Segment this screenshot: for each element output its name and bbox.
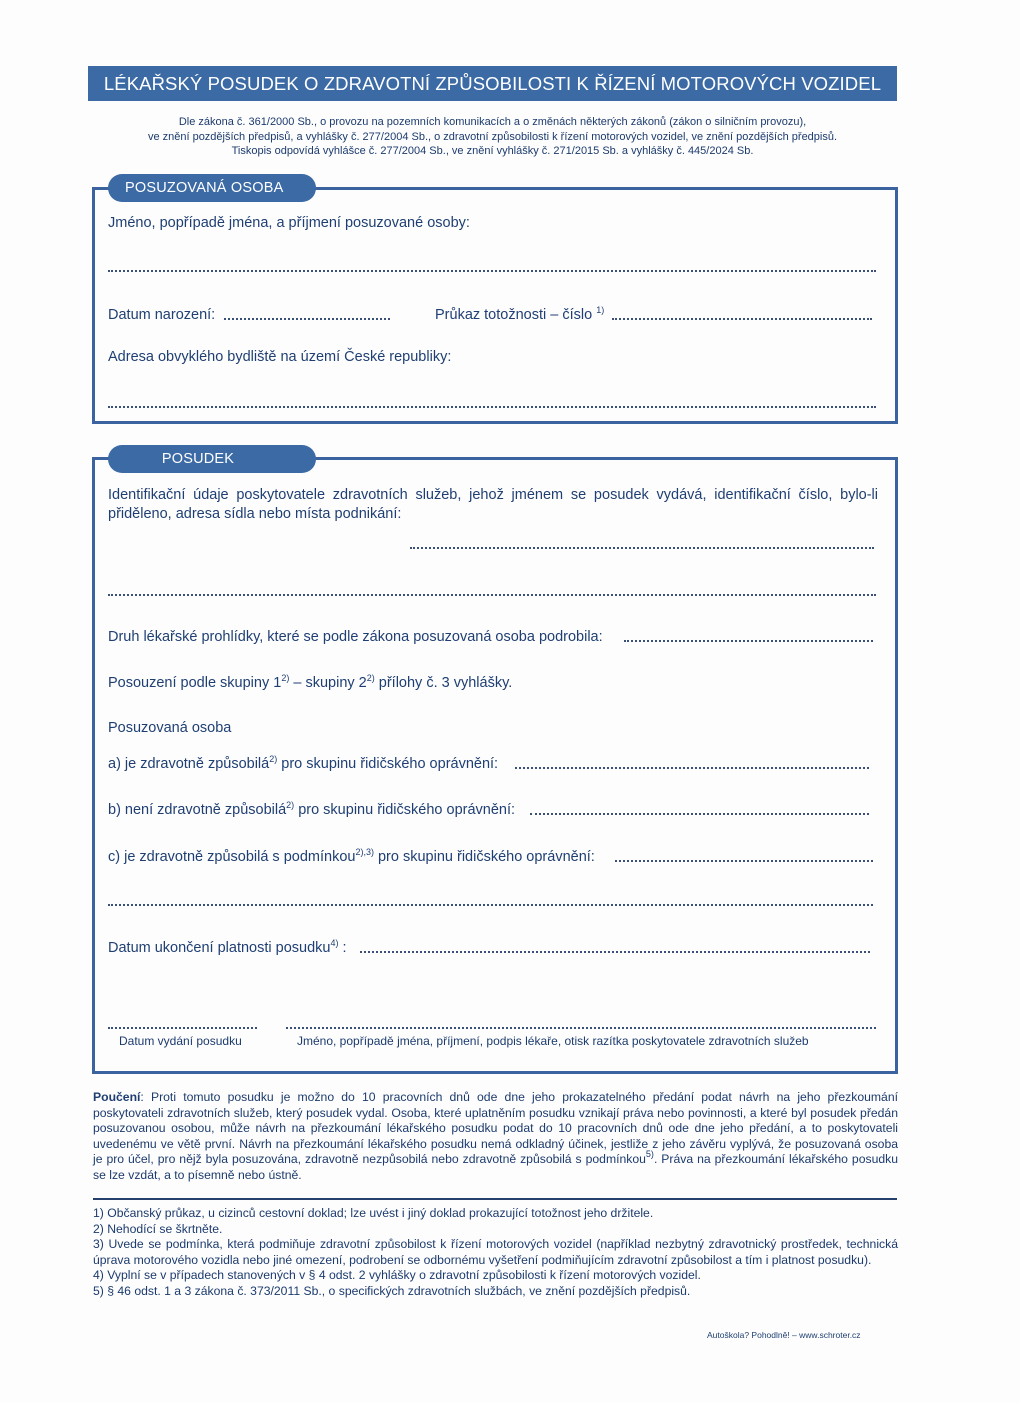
notice-text: . Práva na přezkoumání lékařského posudku se lze vzdát, a to písemně nebo ústně. [93,1152,899,1182]
birth-date-label: Datum narození: [108,307,216,323]
form-title: LÉKAŘSKÝ POSUDEK O ZDRAVOTNÍ ZPŮSOBILOSTI K ŘÍZENÍ MOTOROVÝCH VOZIDEL [88,66,897,101]
option-b-field[interactable] [530,813,869,815]
footnote-item: 3) Uvede se podmínka, která podmiňuje zdravotní způsobilost k řízení motorových vozidel (například nezbytný zdravotnický prostředek, technická úprava motorového vozidla nebo jiné omezení, podrobení se odbornému vyšetření podmiňujícím zdravotní způsobilost a tím i platnost posudku). [93,1237,898,1267]
validity-text: : [338,940,347,956]
intro-line: ve znění pozdějších předpisů, a vyhlášky č. 277/2004 Sb., o zdravotní způsobilosti k řízení motorových vozidel, ve znění pozdějších předpisů. [147,130,838,143]
option-c-label [108,849,595,865]
provider-field-line-2[interactable] [108,594,876,596]
person-section-heading: POSUZOVANÁ OSOBA [108,174,316,202]
group-text: přílohy č. 3 vyhlášky. [374,675,513,691]
intro-line: Tiskopis odpovídá vyhlášce č. 277/2004 Sb., ve znění vyhlášky č. 271/2015 Sb. a vyhlášky č. 445/2024 Sb. [231,145,754,157]
notice-label: Poučení [93,1090,141,1104]
footnote-item: 5) § 46 odst. 1 a 3 zákona č. 373/2011 Sb., o specifických zdravotních službách, ve znění pozdějších předpisů. [93,1283,691,1298]
option-text: pro skupinu řidičského oprávnění: [294,802,516,818]
option-text: a) je zdravotně způsobilá [108,756,270,772]
provider-label: Identifikační údaje poskytovatele zdravotních služeb, jehož jménem se posudek vydává, identifikační číslo, bylo-li přiděleno, adresa sídla nebo místa podnikání: [108,487,878,522]
group-text: Posouzení podle skupiny 1 [108,675,282,691]
assessment-section-heading: POSUDEK [108,445,316,473]
issue-date-field[interactable] [108,1027,257,1029]
notice-text: : Proti tomuto posudku je možno do 10 pracovních dnů ode dne jeho prokazatelného předání podat návrh na jeho přezkoumání poskytovateli zdravotních služeb, který posudek vydal. Osoba, které uplatněním posudku vznikají práva nebo povinnosti, a které byl posudek předán posuzovanou osobou, může návrh na přezkoumání lékařského posudku podat do 10 pracovních dnů ode dne jeho předání, a to poskytovateli uvedenému ve větě první. Návrh na přezkoumání lékařského posudku nemá odkladný účinek, jestliže z jeho závěru vyplývá, že posuzovaná osoba je pro účel, pro nějž byla posuzována, zdravotně nezpůsobilá nebo zdravotně způsobilá s podmínkou [93,1090,898,1167]
option-a-label [108,756,498,772]
id-number-label [435,307,604,323]
birth-date-field[interactable] [224,318,390,320]
publisher-credit: Autoškola? Pohodlně! – www.schroter.cz [707,1330,861,1340]
option-text: b) není zdravotně způsobilá [108,802,287,818]
validity-text: Datum ukončení platnosti posudku [108,940,331,956]
option-c-field[interactable] [615,860,873,862]
validity-label [108,940,347,956]
signature-field[interactable] [286,1027,876,1029]
option-a-field[interactable] [515,767,869,769]
footnote-item: 4) Vyplní se v případech stanovených v § 4 odst. 2 vyhlášky o zdravotní způsobilosti k řízení motorových vozidel. [93,1268,701,1282]
provider-field-line-1[interactable] [410,547,874,549]
footnote-ref: 2) [366,673,375,683]
option-text: c) je zdravotně způsobilá s podmínkou [108,849,356,865]
option-c-field-line-2[interactable] [108,904,873,906]
id-number-label-text: Průkaz totožnosti – číslo [435,307,593,323]
validity-field[interactable] [360,951,870,953]
footnote-ref: 2),3) [355,847,374,857]
intro-line: Dle zákona č. 361/2000 Sb., o provozu na pozemních komunikacích a o změnách některých zákonů (zákon o silničním provozu), [178,116,807,128]
exam-type-field[interactable] [624,640,873,642]
footnote-ref: 2) [286,800,295,810]
footnotes-list [93,1206,898,1299]
exam-type-label: Druh lékařské prohlídky, které se podle zákona posuzovaná osoba podrobila: [108,629,603,645]
footnote-ref: 2) [269,754,278,764]
footnote-item: 1) Občanský průkaz, u cizinců cestovní doklad; lze uvést i jiný doklad prokazující totožnost jeho držitele. [93,1206,654,1220]
footnote-ref: 4) [330,938,339,948]
footnotes-divider [93,1198,897,1200]
id-number-field[interactable] [612,318,872,320]
footnote-ref: 5) [645,1149,654,1160]
name-label: Jméno, popřípadě jména, a příjmení posuzované osoby: [108,215,470,231]
footnote-ref: 2) [281,673,290,683]
notice-paragraph [93,1090,898,1184]
assessed-person-label: Posuzovaná osoba [108,720,232,736]
footnote-ref: 1) [596,305,605,315]
group-text: – skupiny 2 [289,675,367,691]
legal-basis-intro [88,115,897,159]
name-field[interactable] [108,270,876,272]
option-text: pro skupinu řidičského oprávnění: [277,756,499,772]
footnote-item: 2) Nehodící se škrtněte. [93,1221,223,1236]
address-label: Adresa obvyklého bydliště na území České republiky: [108,349,452,365]
address-field[interactable] [108,406,876,408]
issue-date-caption: Datum vydání posudku [119,1034,242,1048]
group-assessment-text [108,675,512,691]
option-b-label [108,802,515,818]
signature-caption: Jméno, popřípadě jména, příjmení, podpis lékaře, otisk razítka poskytovatele zdravotních služeb [297,1034,809,1048]
option-text: pro skupinu řidičského oprávnění: [373,849,595,865]
